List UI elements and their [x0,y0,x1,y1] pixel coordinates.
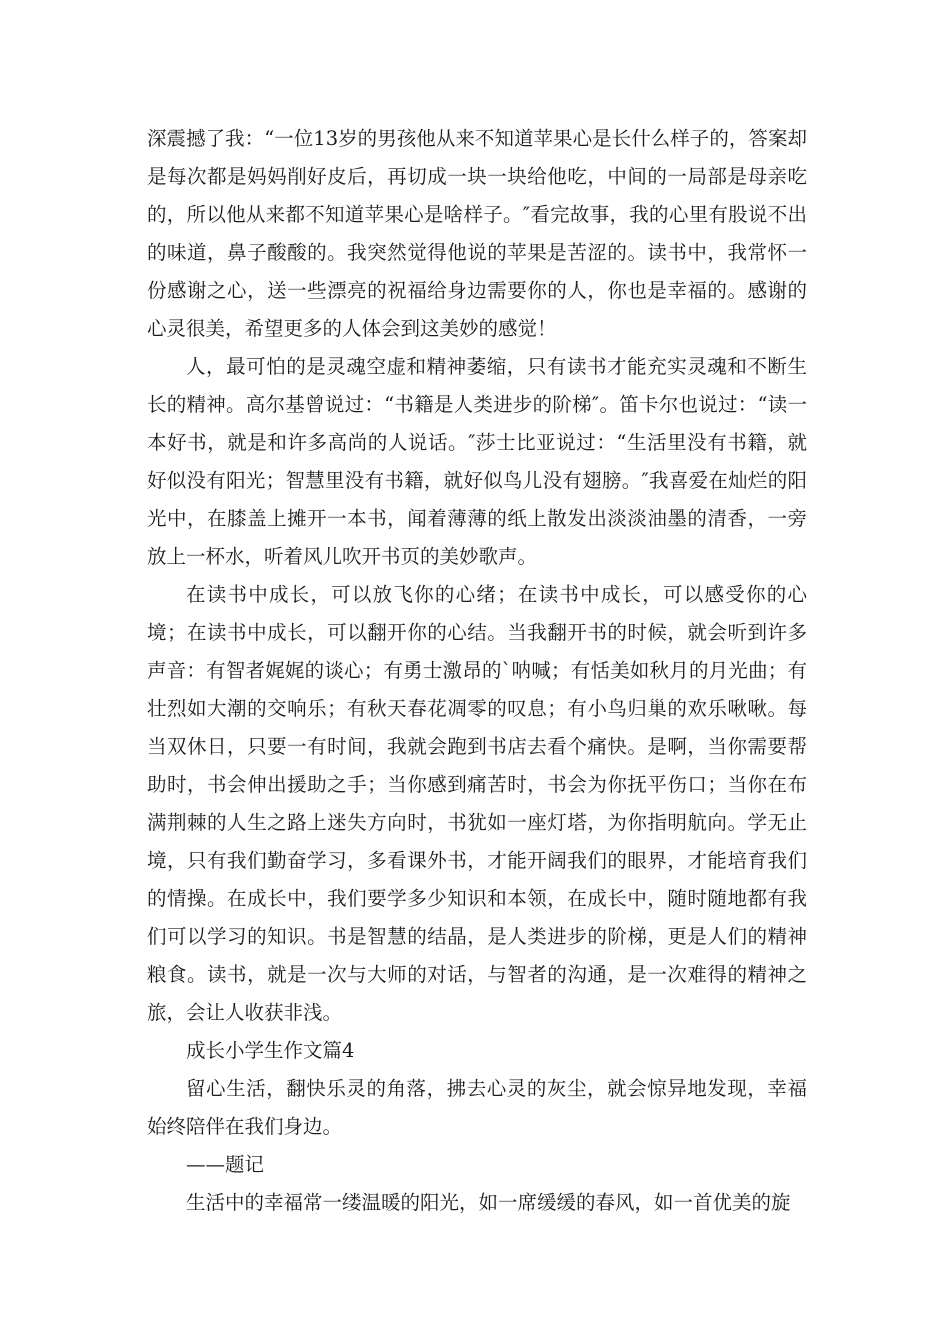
epigraph-label: ——题记 [186,1153,265,1176]
document-body [147,120,807,1222]
paragraph-4: 留心生活，翻快乐灵的角落，拂去心灵的灰尘，就会惊异地发现，幸福始终陪伴在我们身边。 [147,1077,807,1138]
paragraph-3: 在读书中成长，可以放飞你的心绪；在读书中成长，可以感受你的心境；在读书中成长，可以翻开你的心结。当我翻开书的时候，就会听到许多声音：有智者娓娓的谈心；有勇士激昂的`呐喊；有恬美如秋月的月光曲；有壮烈如大潮的交响乐；有秋天春花凋零的叹息；有小鸟归巢的欢乐啾啾。每当双休日，只要一有时间，我就会跑到书店去看个痛快。是啊，当你需要帮助时，书会伸出援助之手；当你感到痛苦时，书会为你抚平伤口；当你在布满荆棘的人生之路上迷失方向时，书犹如一座灯塔，为你指明航向。学无止境，只有我们勤奋学习，多看课外书，才能开阔我们的眼界，才能培育我们的情操。在成长中，我们要学多少知识和本领，在成长中，随时随地都有我们可以学习的知识。书是智慧的结晶，是人类进步的阶梯，更是人们的精神粮食。读书，就是一次与大师的对话，与智者的沟通，是一次难得的精神之旅，会让人收获非浅。 [147,583,807,1024]
paragraph-1: 深震撼了我：“一位13岁的男孩他从来不知道苹果心是长什么样子的，答案却是每次都是妈妈削好皮后，再切成一块一块给他吃，中间的一局部是母亲吃的，所以他从来都不知道苹果心是啥样子。″看完故事，我的心里有股说不出的味道，鼻子酸酸的。我突然觉得他说的苹果是苦涩的。读书中，我常怀一份感谢之心，送一些漂亮的祝福给身边需要你的人，你也是幸福的。感谢的心灵很美，希望更多的人体会到这美妙的感觉！ [147,127,807,340]
section-heading: 成长小学生作文篇4 [186,1039,355,1062]
paragraph-5: 生活中的幸福常一缕温暖的阳光，如一席缓缓的春风，如一首优美的旋 [186,1191,791,1214]
paragraph-2: 人，最可怕的是灵魂空虚和精神萎缩，只有读书才能充实灵魂和不断生长的精神。高尔基曾说过：“书籍是人类进步的阶梯″。笛卡尔也说过：“读一本好书，就是和许多高尚的人说话。″莎士比亚说过：“生活里没有书籍，就好似没有阳光；智慧里没有书籍，就好似鸟儿没有翅膀。″我喜爱在灿烂的阳光中，在膝盖上摊开一本书，闻着薄薄的纸上散发出淡淡油墨的清香，一旁放上一杯水，听着风儿吹开书页的美妙歌声。 [147,355,807,568]
